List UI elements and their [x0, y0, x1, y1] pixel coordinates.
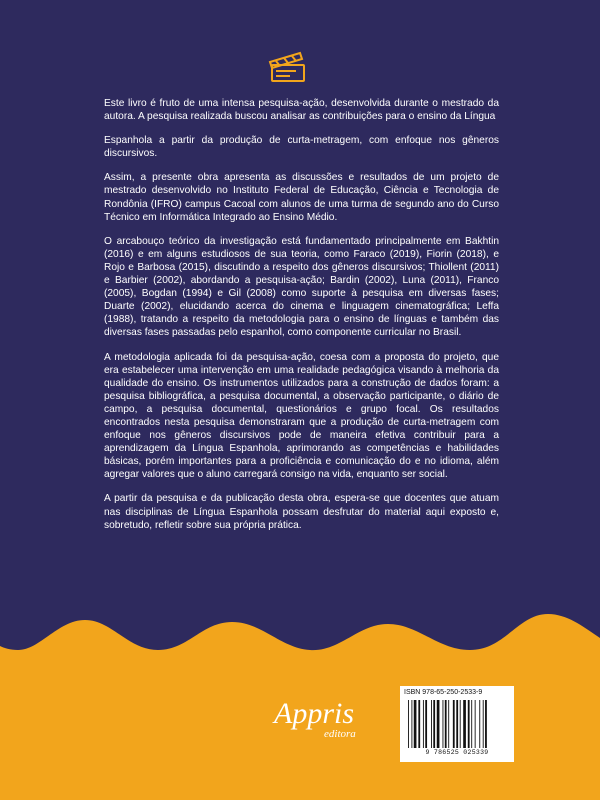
paragraph-2: Espanhola a partir da produção de curta-metragem, com enfoque nos gêneros discursivos. — [104, 135, 499, 160]
barcode — [406, 700, 508, 750]
paragraph-6: A partir da pesquisa e da publicação desta obra, espera-se que docentes que atuam nas disciplinas de Língua Espanhola possam desfrutar do material aqui exposto e, sobretudo, refletir sobre sua própria prática. — [104, 493, 499, 531]
isbn-digits: 9 786525 025339 — [425, 749, 489, 756]
description-text — [104, 97, 499, 543]
isbn-label: ISBN 978-65-250-2533-9 — [404, 689, 483, 696]
appris-logo — [270, 693, 380, 743]
paragraph-3: Assim, a presente obra apresenta as discussões e resultados de um projeto de mestrado desenvolvido no Instituto Federal de Educação, Ciência e Tecnologia de Rondônia (IFRO) campus Cacoal com alunos de uma turma de segundo ano do Curso Técnico em Informática Integrado ao Ensino Médio. — [104, 172, 499, 223]
paragraph-1: Este livro é fruto de uma intensa pesquisa-ação, desenvolvida durante o mestrado da autora. A pesquisa realizada buscou analisar as contribuições para o ensino da Língua — [104, 98, 499, 123]
publisher-name: Appris — [274, 697, 355, 730]
isbn-barcode-box — [400, 686, 514, 762]
paragraph-5: A metodologia aplicada foi da pesquisa-ação, coesa com a proposta do projeto, que era estabelecer uma intervenção em uma realidade pedagógica visando à melhoria da qualidade do ensino. Os instrumentos utilizados para a construção de dados foram: a pesquisa bibliográfica, a pesquisa documental, a observação participante, o diário de campo, a pesquisa documental, questionários e grupo focal. Os resultados encontrados nesta pesquisa demonstraram que a produção de curta-metragem com enfoque nos gêneros discursivos pode de maneira efetiva contribuir para a aprendizagem da Língua Espanhola, aprimorando as competências e habilidades básicas, porém importantes para a proficiência e comunicação do e no idioma, além agregar valores que o aluno carregará consigo na vida, enquanto ser social. — [104, 351, 499, 481]
film-clapper-icon — [266, 50, 310, 84]
publisher-tagline: editora — [324, 728, 356, 740]
paragraph-4: O arcabouço teórico da investigação está fundamentado principalmente em Bakhtin (2016) e em alguns estudiosos de sua teoria, como Faraco (2019), Fiorin (2018), e Rojo e Barbosa (2015), discutindo a respeito dos gêneros discursivos; Thiollent (2011) e Barbier (2002), abordando a pesquisa-ação; Bardin (2002), Luna (2011), Franco (2005), Bogdan (1994) e Gil (2008) como suporte à pesquisa em diversas fases; Duarte (2002), elucidando acerca do cinema e linguagem cinematográfica; Leffa (1988), tratando a respeito da metodologia para o ensino de línguas e também das diversas fases passadas pelo espanhol, como componente curricular no Brasil. — [104, 235, 499, 339]
